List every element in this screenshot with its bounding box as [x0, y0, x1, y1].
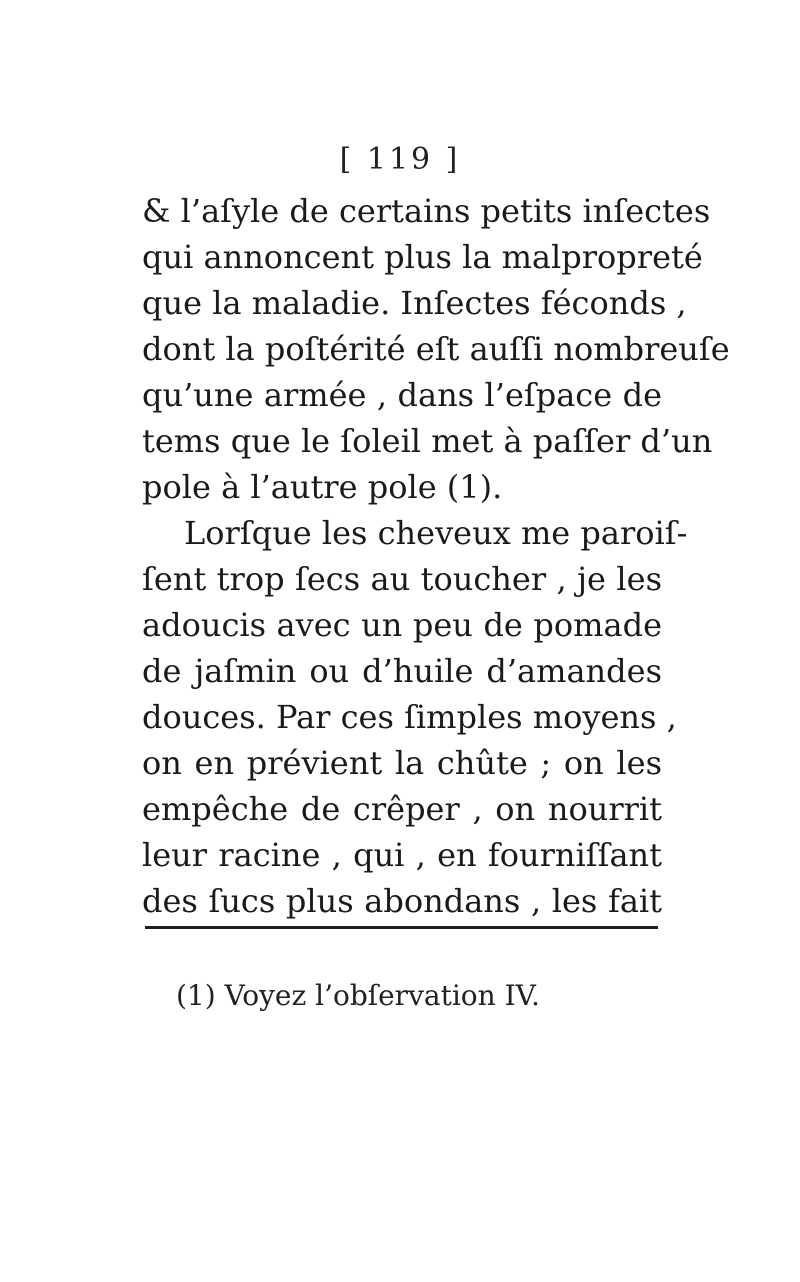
text-line: dont la poſtérité eſt auſſi nombreuſe — [142, 330, 730, 368]
text-line: adoucis avec un peu de pomade — [142, 606, 662, 644]
text-line: leur racine , qui , en fourniſſant — [142, 836, 662, 874]
footnote: (1) Voyez l’obſervation IV. — [176, 979, 540, 1012]
text-line: tems que le ſoleil met à paſſer d’un — [142, 422, 713, 460]
text-line: pole à l’autre pole (1). — [142, 468, 503, 506]
text-line: on en prévient la chûte ; on les — [142, 744, 662, 782]
text-line: Lorſque les cheveux me paroiſ- — [184, 514, 688, 552]
text-line: de jaſmin ou d’huile d’amandes — [142, 652, 662, 690]
text-line: qui annoncent plus la malpropreté — [142, 238, 703, 276]
text-line: ſent trop ſecs au toucher , je les — [142, 560, 662, 598]
text-line: empêche de crêper , on nourrit — [142, 790, 662, 828]
text-line: douces. Par ces ſimples moyens , — [142, 698, 677, 736]
footnote-rule — [145, 926, 658, 929]
text-line: qu’une armée , dans l’eſpace de — [142, 376, 662, 414]
text-line: & l’aſyle de certains petits inſectes — [142, 192, 711, 230]
text-line: que la maladie. Inſectes féconds , — [142, 284, 687, 322]
body-text — [142, 188, 730, 924]
text-line: des ſucs plus abondans , les fait — [142, 882, 662, 920]
page-number: [ 119 ] — [339, 142, 461, 177]
